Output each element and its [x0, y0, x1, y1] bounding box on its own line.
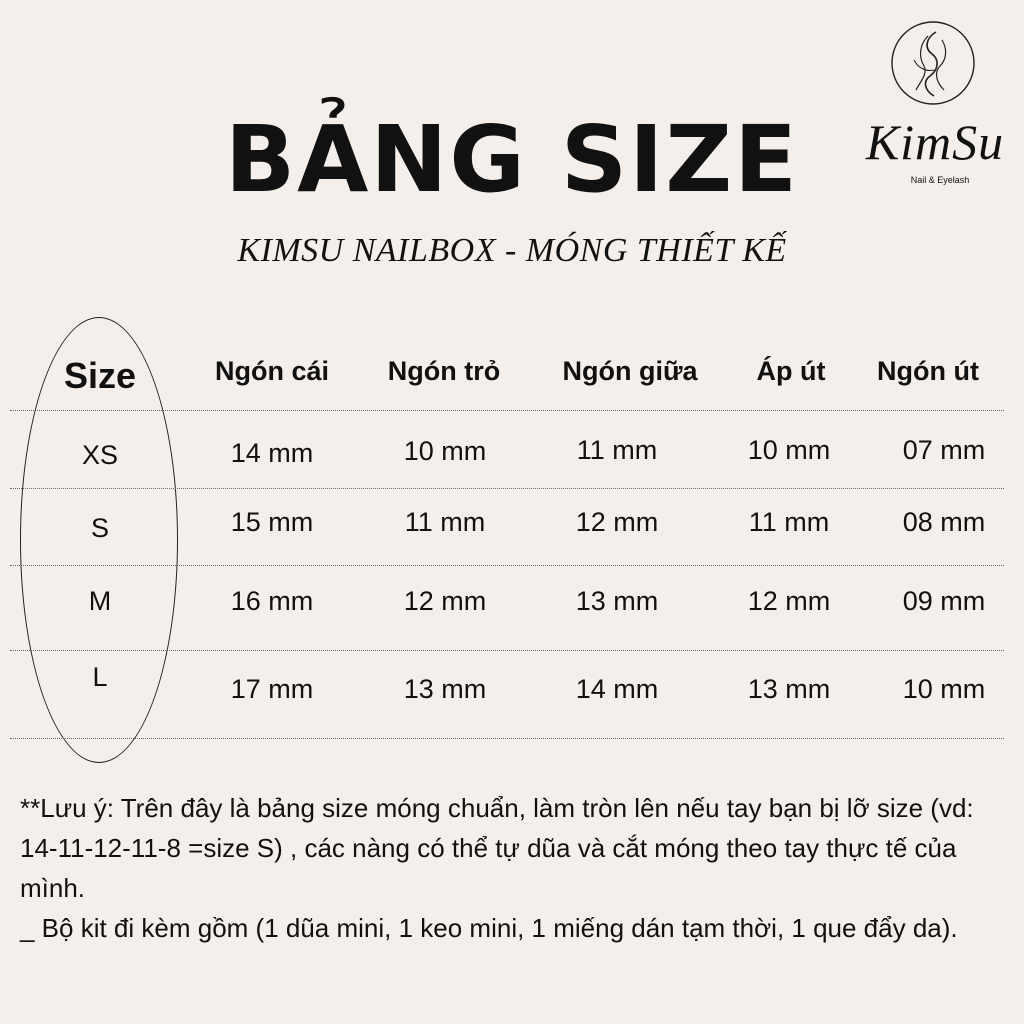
- table-divider: [10, 565, 1004, 566]
- column-header-thumb: Ngón cái: [214, 356, 329, 386]
- table-cell: 12 mm: [403, 586, 487, 616]
- page-title: BẢNG SIZE: [225, 105, 799, 213]
- logo-emblem-icon: [890, 20, 976, 106]
- table-cell: 15 mm: [230, 507, 314, 537]
- logo-tagline: Nail & Eyelash: [910, 175, 970, 185]
- brand-logo: [846, 20, 1024, 190]
- logo-name: KimSu: [865, 114, 1005, 170]
- table-cell: 08 mm: [902, 507, 986, 537]
- size-label-s: S: [90, 513, 109, 543]
- size-label-xs: XS: [81, 440, 119, 470]
- note-kit-contents: _ Bộ kit đi kèm gồm (1 dũa mini, 1 keo mini, 1 miếng dán tạm thời, 1 que đẩy da).: [20, 913, 958, 943]
- table-cell: 11 mm: [748, 507, 830, 537]
- size-label-m: M: [88, 586, 112, 616]
- table-cell: 14 mm: [575, 674, 659, 704]
- table-cell: 13 mm: [747, 674, 831, 704]
- table-cell: 11 mm: [576, 435, 658, 465]
- table-cell: 14 mm: [230, 438, 314, 468]
- table-cell: 07 mm: [902, 435, 986, 465]
- table-cell: 10 mm: [747, 435, 831, 465]
- table-cell: 17 mm: [230, 674, 314, 704]
- table-divider: [10, 650, 1004, 651]
- table-cell: 10 mm: [902, 674, 986, 704]
- table-cell: 12 mm: [747, 586, 831, 616]
- table-cell: 09 mm: [902, 586, 986, 616]
- table-divider: [10, 410, 1004, 411]
- column-header-middle: Ngón giữa: [562, 356, 698, 386]
- table-cell: 13 mm: [575, 586, 659, 616]
- column-header-ring: Áp út: [756, 356, 826, 386]
- table-cell: 16 mm: [230, 586, 314, 616]
- table-cell: 10 mm: [403, 436, 487, 466]
- table-cell: 12 mm: [575, 507, 659, 537]
- table-divider: [10, 488, 1004, 489]
- size-label-l: L: [92, 662, 108, 692]
- table-cell: 13 mm: [403, 674, 487, 704]
- table-divider: [10, 738, 1004, 739]
- page-subtitle: KIMSU NAILBOX - MÓNG THIẾT KẾ: [237, 232, 787, 269]
- column-header-index: Ngón trỏ: [387, 356, 501, 386]
- note-size-rule: **Lưu ý: Trên đây là bảng size móng chuẩn, làm tròn lên nếu tay bạn bị lỡ size (vd: 14-11-12-11-8 =size S) , các nàng có thể tự dũa và cắt móng theo tay thực tế của mình.: [20, 793, 974, 903]
- column-header-pinky: Ngón út: [877, 356, 979, 386]
- table-cell: 11 mm: [404, 507, 486, 537]
- size-column-header: Size: [63, 355, 137, 396]
- notes-block: [20, 788, 1010, 948]
